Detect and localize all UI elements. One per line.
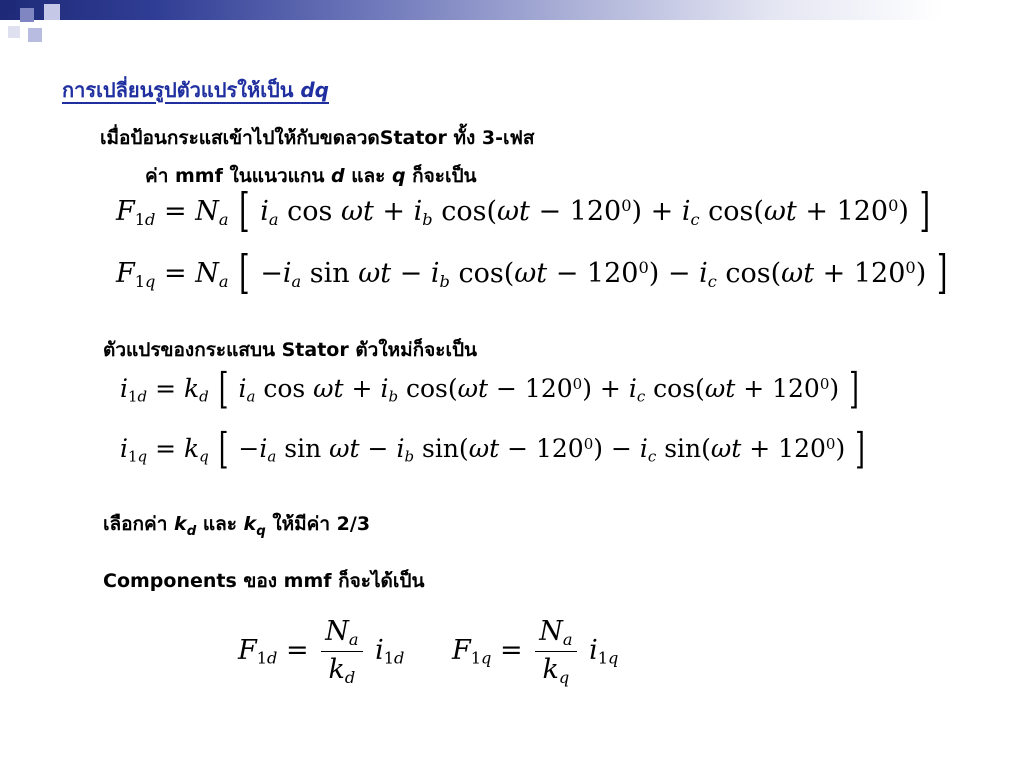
header-square-decoration bbox=[0, 0, 16, 12]
paragraph-text: เลือกค่า bbox=[103, 513, 175, 535]
equation-F1d: $F_{1d} = N_a$ [ $i_a$ $\cos \omega t + i_b$ $\cos(\omega t - 120^0) + i_c$ $\cos(\omega t + 120^0)$ ] bbox=[116, 185, 931, 238]
equation-i1q: $i_{1q} = k_q$ [ $-i_a$ $\sin \omega t - i_b$ $\sin(\omega t - 120^0) - i_c$ $\sin(\omega t + 120^0)$ ] bbox=[120, 423, 865, 474]
paragraph-var-k: k bbox=[243, 513, 257, 535]
slide-title-variable: dq bbox=[300, 78, 329, 102]
header-square-decoration bbox=[28, 28, 42, 42]
slide-title bbox=[62, 74, 329, 106]
paragraph-new-stator-variables: ตัวแปรของกระแสบน Stator ตัวใหม่ก็จะเป็น bbox=[103, 339, 478, 361]
paragraph-text: ค่า mmf ในแนวแกน bbox=[145, 165, 331, 187]
header-gradient-band bbox=[0, 0, 1024, 20]
header-square-decoration bbox=[44, 4, 60, 20]
header-square-decoration bbox=[8, 26, 20, 38]
paragraph-mmf-components: Components ของ mmf ก็จะได้เป็น bbox=[103, 570, 425, 592]
equation-F1q-final: $F_{1q}$ = $\frac{N_a}{k_q}$ $i_{1q}$ bbox=[452, 616, 619, 687]
equation-F1d-final: $F_{1d}$ = $\frac{N_a}{k_d}$ $i_{1d}$ bbox=[238, 616, 405, 687]
paragraph-sub-d: d bbox=[186, 523, 197, 539]
slide-title-text: การเปลี่ยนรูปตัวแปรให้เป็น bbox=[62, 78, 301, 102]
equation-F1q: $F_{1q} = N_a$ [ $-i_a$ $\sin \omega t - i_b$ $\cos(\omega t - 120^0) - i_c$ $\cos(\omega t + 120^0)$ ] bbox=[116, 247, 948, 300]
paragraph-text: และ bbox=[344, 165, 392, 187]
paragraph-stator-currents: เมื่อป้อนกระแสเข้าไปให้กับขดลวดStator ทั้ง 3-เฟส bbox=[100, 127, 535, 149]
paragraph-var-k: k bbox=[174, 513, 187, 535]
paragraph-var-q: q bbox=[391, 165, 406, 187]
paragraph-select-k bbox=[103, 509, 370, 539]
paragraph-mmf-dq bbox=[145, 161, 477, 191]
paragraph-var-d: d bbox=[331, 165, 345, 187]
header-square-decoration bbox=[20, 8, 34, 22]
paragraph-text: ให้มีค่า 2/3 bbox=[265, 513, 371, 535]
paragraph-sub-q: q bbox=[256, 523, 266, 539]
paragraph-text: ก็จะเป็น bbox=[405, 165, 477, 187]
paragraph-text: และ bbox=[196, 513, 244, 535]
equation-i1d: $i_{1d} = k_d$ [ $i_a$ $\cos \omega t + i_b$ $\cos(\omega t - 120^0) + i_c$ $\cos(\omega t + 120^0)$ ] bbox=[120, 363, 859, 414]
